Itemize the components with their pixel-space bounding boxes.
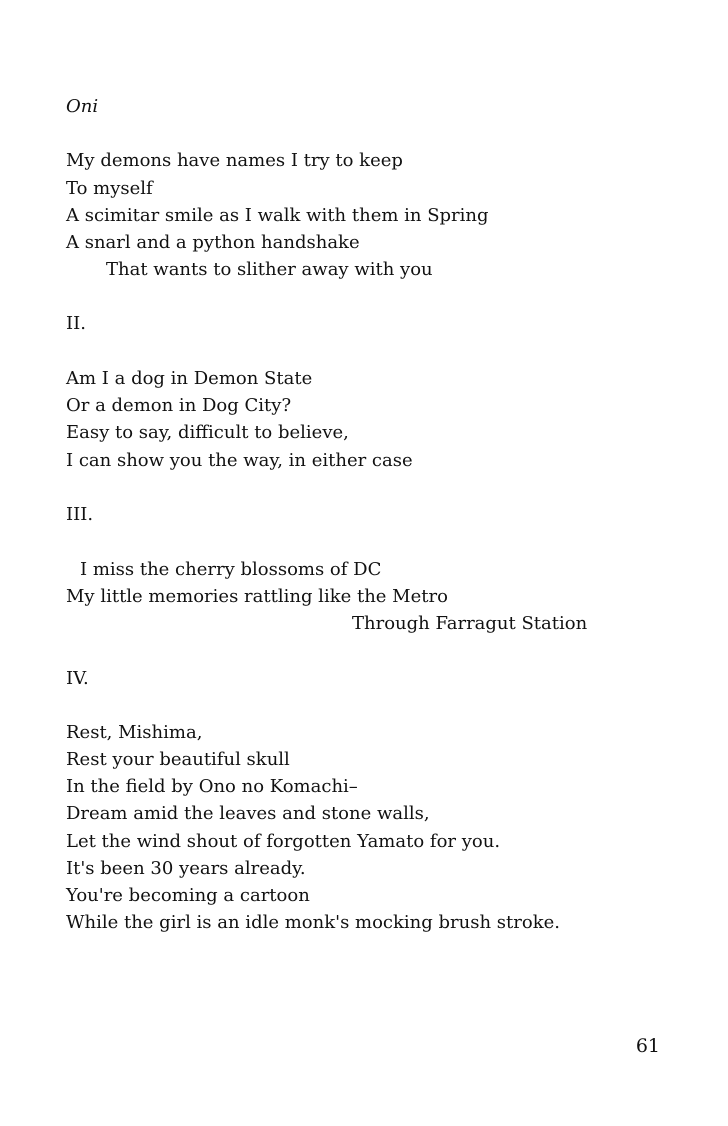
section-heading-2: II. xyxy=(66,313,86,334)
poem-line: That wants to slither away with you xyxy=(106,259,433,280)
poem-line: I miss the cherry blossoms of DC xyxy=(80,559,382,580)
poem-line: In the field by Ono no Komachi– xyxy=(66,776,358,797)
poem-line: I can show you the way, in either case xyxy=(66,450,413,471)
section-heading-4: IV. xyxy=(66,668,89,689)
poem-line: Or a demon in Dog City? xyxy=(66,395,292,416)
poem-line: Through Farragut Station xyxy=(352,613,588,634)
page-number: 61 xyxy=(635,1035,660,1057)
poem-line: Rest your beautiful skull xyxy=(66,749,290,770)
section-heading-3: III. xyxy=(66,504,94,525)
poem-line: A scimitar smile as I walk with them in Spring xyxy=(66,205,489,226)
poem-line: To myself xyxy=(66,178,153,199)
poem-line: Rest, Mishima, xyxy=(66,722,203,743)
poem-line: My demons have names I try to keep xyxy=(66,150,403,171)
poem-line: It's been 30 years already. xyxy=(66,858,306,879)
poem-line: Let the wind shout of forgotten Yamato for you. xyxy=(66,831,501,852)
poem-line: Easy to say, difficult to believe, xyxy=(66,422,349,443)
poem-line: Am I a dog in Demon State xyxy=(66,368,313,389)
poem-line: Dream amid the leaves and stone walls, xyxy=(66,803,430,824)
poem-line: You're becoming a cartoon xyxy=(66,885,310,906)
poem-line: A snarl and a python handshake xyxy=(66,232,360,253)
poem-title: Oni xyxy=(66,96,99,117)
poem-line: My little memories rattling like the Metro xyxy=(66,586,448,607)
poem-line: While the girl is an idle monk's mocking brush stroke. xyxy=(66,912,560,933)
